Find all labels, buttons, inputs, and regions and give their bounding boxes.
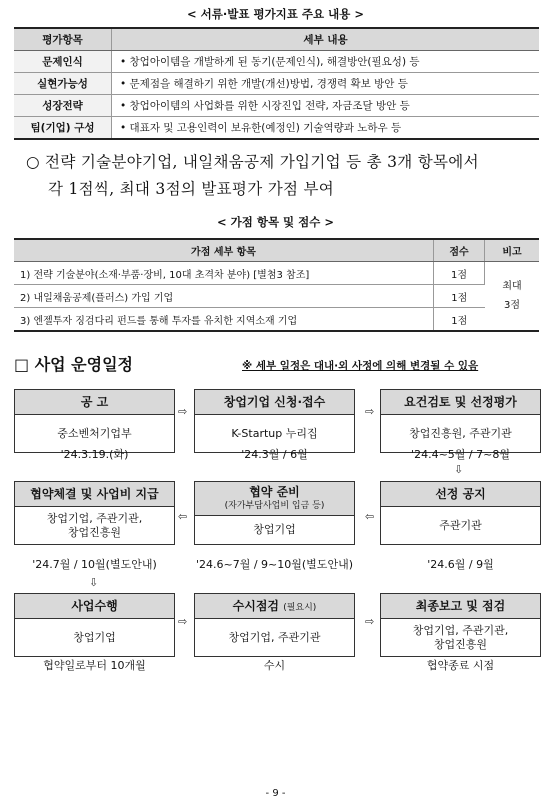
arrow-right-icon: ⇨ xyxy=(365,615,375,628)
flow-step-date: 협약일로부터 10개월 xyxy=(43,659,146,672)
flow-step-title xyxy=(195,482,354,516)
table-header-row xyxy=(14,239,539,262)
schedule-notice: ※ 세부 일정은 대내·외 사정에 의해 변경될 수 있음 xyxy=(242,360,479,372)
flow-step-subtitle: (필요시) xyxy=(283,603,317,613)
flow-step-date: '24.7월 / 10월(별도안내) xyxy=(32,558,157,571)
bonus-table-title: < 가점 항목 및 점수 > xyxy=(216,215,335,229)
bonus-score: 1점 xyxy=(434,285,485,308)
eval-detail: • 창업아이템을 개발하게 된 동기(문제인식), 해결방안(필요성) 등 xyxy=(112,51,540,73)
flow-step-final-report xyxy=(380,593,541,657)
table-row xyxy=(14,262,539,285)
arrow-down-icon: ⇩ xyxy=(89,576,99,589)
flow-step-date: '24.6~7월 / 9~10월(별도안내) xyxy=(196,558,353,571)
flow-step-title xyxy=(195,594,354,619)
flow-step-selection-notice xyxy=(380,481,541,545)
flow-step-title: 선정 공지 xyxy=(381,482,540,507)
bonus-note-line1: 최대 xyxy=(502,281,522,292)
schedule-heading: □ 사업 운영일정 xyxy=(14,355,133,374)
table-header: 점수 xyxy=(434,239,485,262)
bonus-score: 1점 xyxy=(434,308,485,332)
eval-criteria-table xyxy=(14,27,539,140)
flow-step-date: '24.3월 / 6월 xyxy=(241,448,308,461)
flow-step-date: '24.4~5월 / 7~8월 xyxy=(411,448,510,461)
flow-step-execution xyxy=(14,593,175,657)
table-header: 가점 세부 항목 xyxy=(14,239,434,262)
flow-step-title: 요건검토 및 선정평가 xyxy=(381,390,540,415)
eval-item: 실현가능성 xyxy=(14,73,112,95)
arrow-right-icon: ⇨ xyxy=(178,405,188,418)
table-header: 비고 xyxy=(485,239,540,262)
page-number: - 9 - xyxy=(265,788,286,799)
flow-step-title: 사업수행 xyxy=(15,594,174,619)
flow-step-body xyxy=(381,619,540,657)
eval-item: 성장전략 xyxy=(14,95,112,117)
bonus-item: 1) 전략 기술분야(소재·부품·장비, 10대 초격차 분야) [별첨3 참조] xyxy=(14,262,434,285)
eval-detail: • 대표자 및 고용인력이 보유한(예정인) 기술역량과 노하우 등 xyxy=(112,117,540,140)
flow-step-body-line: 창업기업, 주관기관, xyxy=(46,512,143,525)
eval-detail: • 창업아이템의 사업화를 위한 시장진입 전략, 자금조달 방안 등 xyxy=(112,95,540,117)
flow-step-body: 창업기업 xyxy=(253,523,296,536)
arrow-left-icon: ⇦ xyxy=(178,510,188,523)
table-row xyxy=(14,95,539,117)
flow-step-contract xyxy=(14,481,175,545)
table-row xyxy=(14,285,539,308)
arrow-down-icon: ⇩ xyxy=(454,463,464,476)
flow-step-date: '24.6월 / 9월 xyxy=(427,558,494,571)
flow-step-inspection xyxy=(194,593,355,657)
table-row xyxy=(14,51,539,73)
bonus-note xyxy=(485,262,540,332)
eval-item: 팀(기업) 구성 xyxy=(14,117,112,140)
flow-step-title: 공 고 xyxy=(15,390,174,415)
table-row xyxy=(14,308,539,332)
bonus-note-line2: 3점 xyxy=(503,300,521,311)
flow-step-body: K-Startup 누리집 xyxy=(231,427,318,440)
flow-step-body-line: 창업기업, 주관기관, xyxy=(412,624,509,637)
flow-step-title-main: 수시점검 xyxy=(232,599,280,613)
flow-step-body: 중소벤처기업부 xyxy=(57,427,132,440)
flow-step-body: 창업기업, 주관기관 xyxy=(228,631,321,644)
arrow-right-icon: ⇨ xyxy=(178,615,188,628)
bonus-paragraph-line1: ○ 전략 기술분야기업, 내일채움공제 가입기업 등 총 3개 항목에서 xyxy=(26,153,479,171)
eval-table-title: < 서류·발표 평가지표 주요 내용 > xyxy=(187,7,364,21)
flow-step-application xyxy=(194,389,355,453)
flow-step-evaluation xyxy=(380,389,541,453)
flow-step-body: 창업진흥원, 주관기관 xyxy=(409,427,512,440)
flow-step-body: 창업기업 xyxy=(73,631,116,644)
flow-step-title: 창업기업 신청·접수 xyxy=(195,390,354,415)
eval-detail: • 문제점을 해결하기 위한 개발(개선)방법, 경쟁력 확보 방안 등 xyxy=(112,73,540,95)
arrow-left-icon: ⇦ xyxy=(365,510,375,523)
flow-step-title: 최종보고 및 점검 xyxy=(381,594,540,619)
flow-step-body xyxy=(15,507,174,545)
table-header: 평가항목 xyxy=(14,28,112,51)
flow-step-contract-prep xyxy=(194,481,355,545)
table-header-row xyxy=(14,28,539,51)
flow-step-announcement xyxy=(14,389,175,453)
bonus-item: 3) 엔젤투자 징검다리 펀드를 통해 투자를 유치한 지역소재 기업 xyxy=(14,308,434,332)
flow-step-title: 협약체결 및 사업비 지급 xyxy=(15,482,174,507)
flow-step-body-line: 창업진흥원 xyxy=(67,526,122,539)
flow-step-subtitle: (자가부담사업비 입금 등) xyxy=(224,501,325,511)
bonus-score: 1점 xyxy=(434,262,485,285)
bonus-paragraph-line2: 각 1점씩, 최대 3점의 발표평가 가점 부여 xyxy=(48,180,335,198)
flow-step-date: 수시 xyxy=(263,659,286,672)
table-header: 세부 내용 xyxy=(112,28,540,51)
bonus-points-table xyxy=(14,238,539,332)
eval-item: 문제인식 xyxy=(14,51,112,73)
bonus-item: 2) 내일채움공제(플러스) 가입 기업 xyxy=(14,285,434,308)
table-row xyxy=(14,117,539,140)
table-row xyxy=(14,73,539,95)
flow-step-body-line: 창업진흥원 xyxy=(433,638,488,651)
arrow-right-icon: ⇨ xyxy=(365,405,375,418)
flow-step-body: 주관기관 xyxy=(439,519,482,532)
flow-step-date: 협약종료 시점 xyxy=(426,659,495,672)
flow-step-date: '24.3.19.(화) xyxy=(60,448,129,461)
flow-step-title-main: 협약 준비 xyxy=(249,485,300,499)
